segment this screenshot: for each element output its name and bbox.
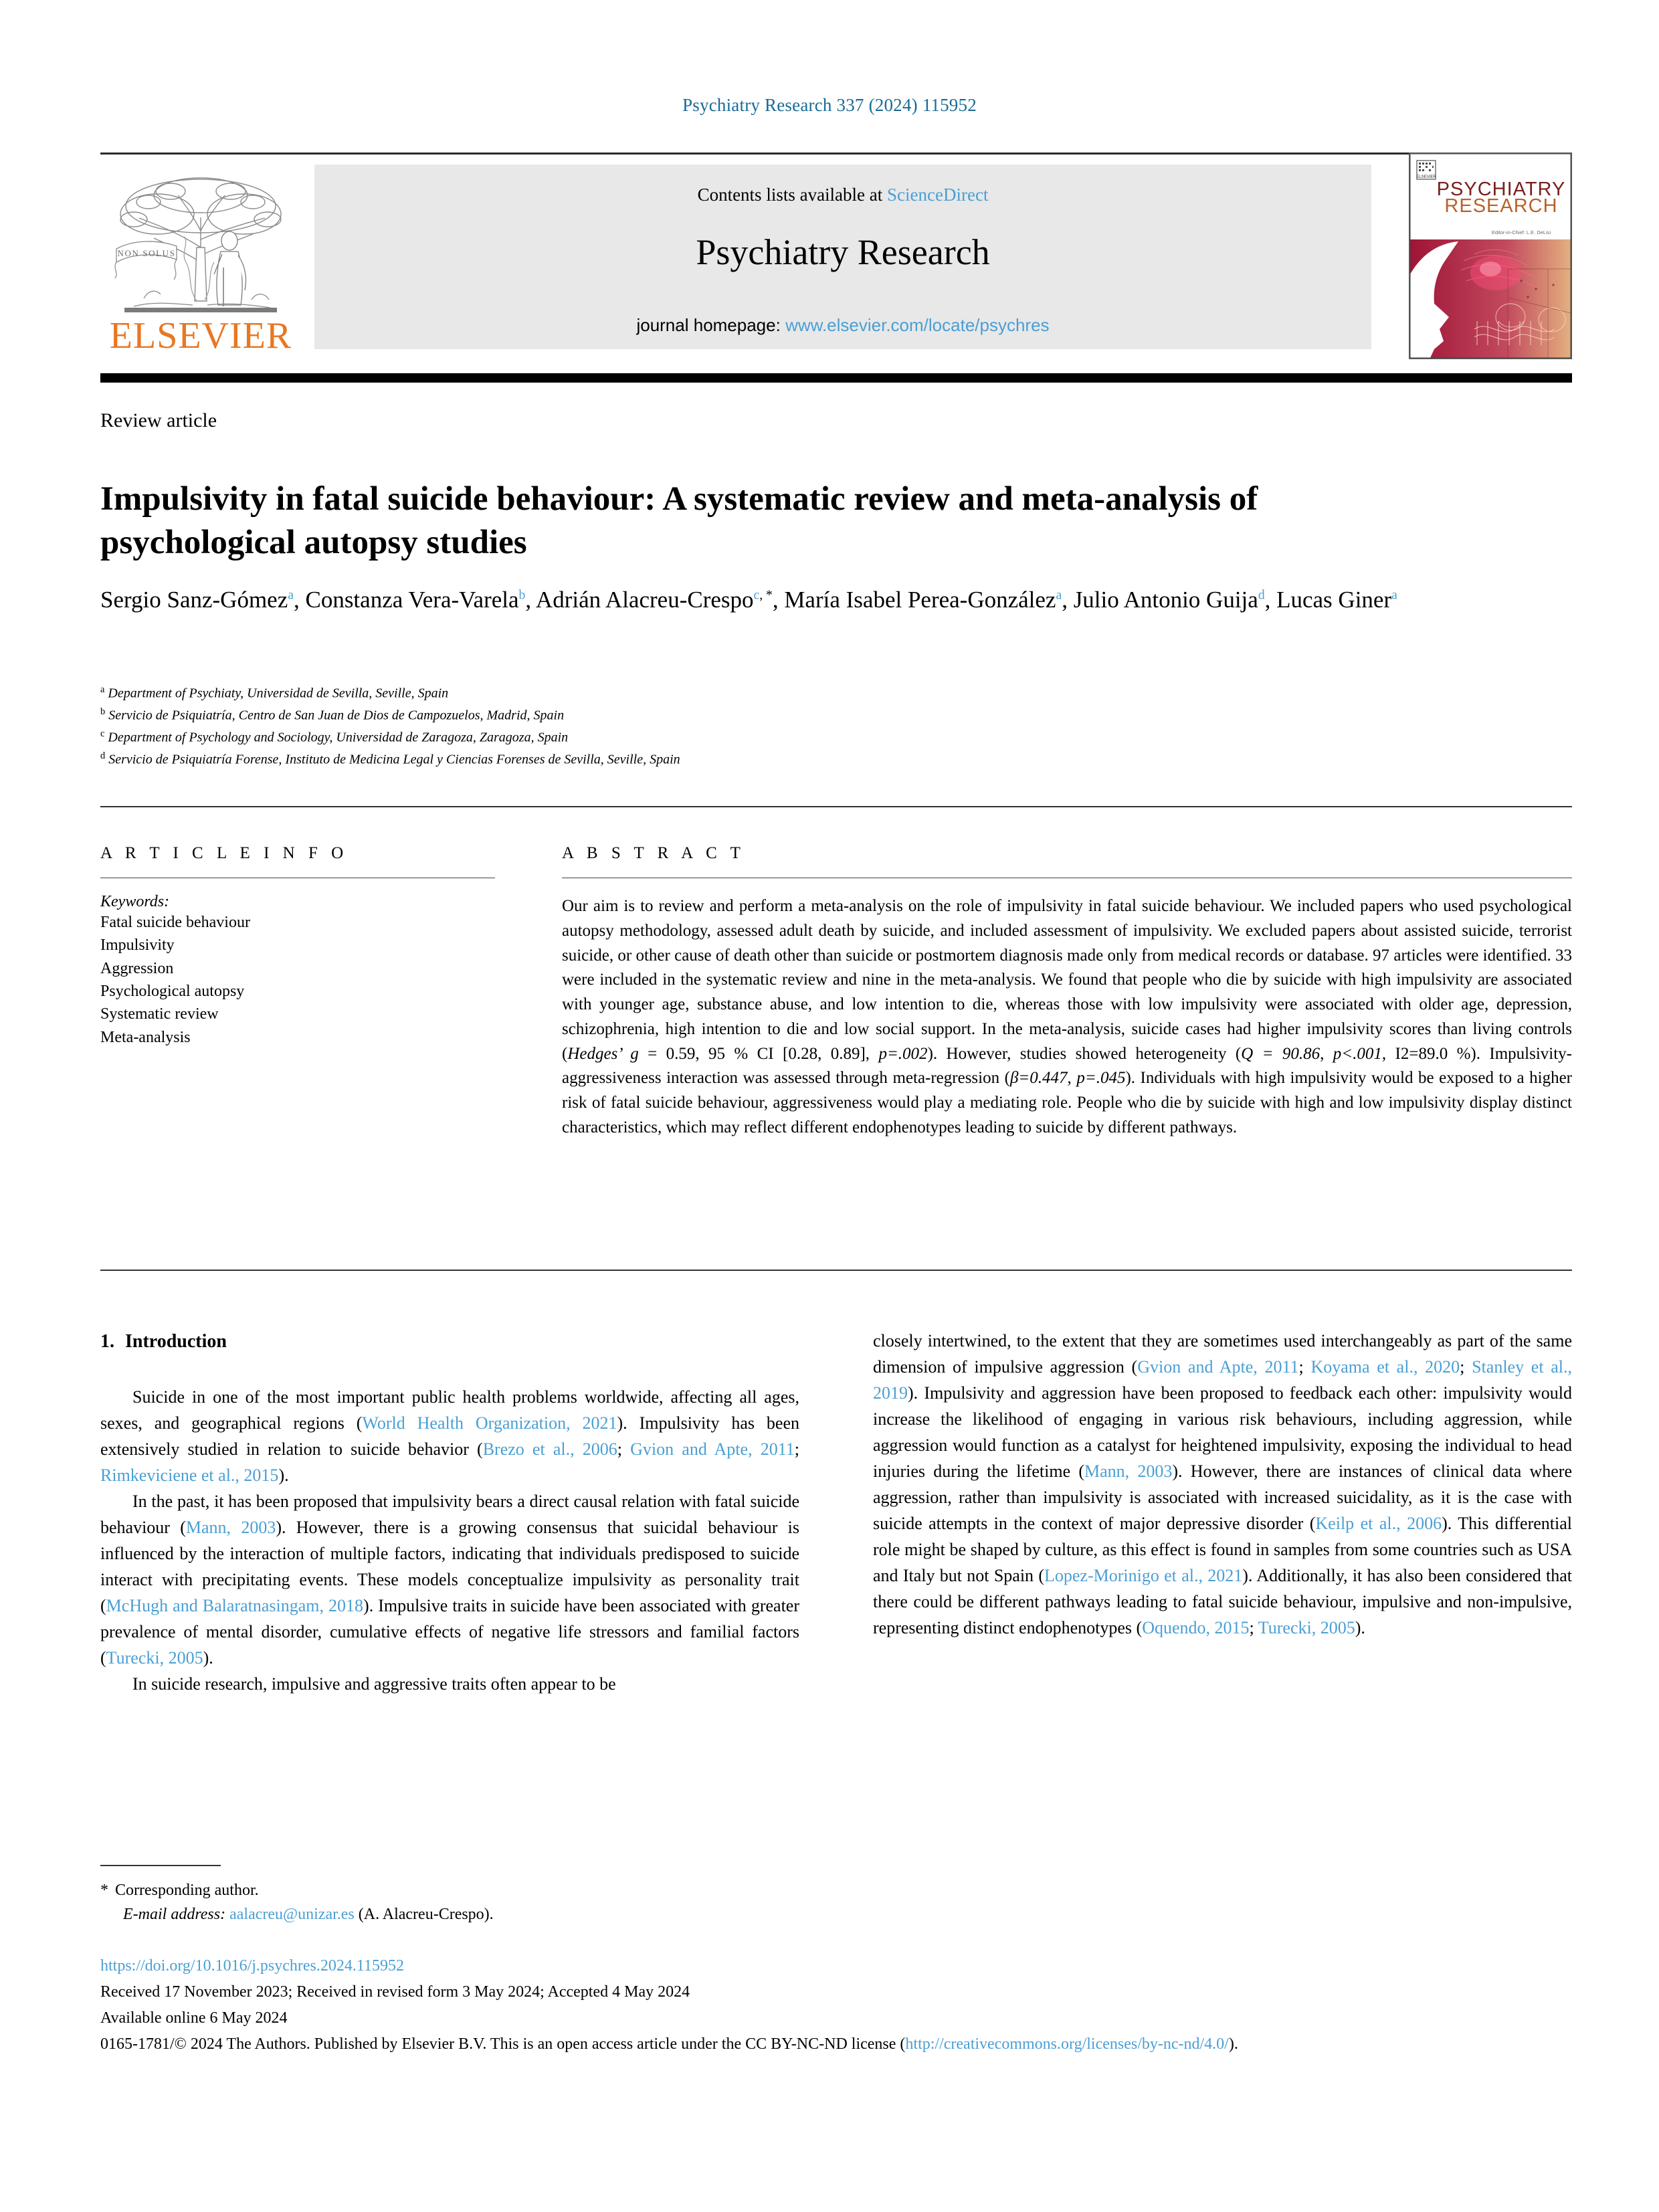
stat-term: β=0.447 bbox=[1009, 1069, 1068, 1088]
keyword-item: Aggression bbox=[100, 959, 174, 977]
corresponding-author-footnote bbox=[100, 1878, 836, 1927]
svg-text:RESEARCH: RESEARCH bbox=[1444, 195, 1558, 217]
affiliation-mark: d bbox=[100, 750, 106, 762]
copyright-line bbox=[100, 2031, 1572, 2057]
svg-text:ELSEVIER: ELSEVIER bbox=[1416, 175, 1436, 179]
affiliation-item: $^c$ Department of Psychology and Sociology, Universidad de Zaragoza, Zaragoza, Spain bbox=[100, 728, 569, 745]
journal-title: Psychiatry Research bbox=[696, 232, 990, 272]
author-list: Sergio Sanz-Gómez$^a$, Constanza Vera-Varela$^b$, Adrián Alacreu-Crespo$^{c, *}$, María Isabel Perea-González$^a$, Julio Antonio Guija$^d$, Lucas Giner$^a$ bbox=[100, 587, 1397, 613]
body-paragraph: In the past, it has been proposed that impulsivity bears a direct causal relation with fatal suicide behaviour (Mann, 2003). However, there is a growing consensus that suicidal behaviour is influenced by the interaction of multiple factors, indicating that individuals predisposed to suicide interact with precipitating events. These models conceptualize impulsivity as personality trait (McHugh and Balaratnasingam, 2018). Impulsive traits in suicide have been associated with greater prevalence of mental disorder, cumulative effects of negative life stressors and familial factors (Turecki, 2005). bbox=[100, 1492, 799, 1668]
stat-term: p<.001 bbox=[1333, 1044, 1382, 1063]
doi-link[interactable]: https://doi.org/10.1016/j.psychres.2024.115952 bbox=[100, 1957, 404, 1975]
stat-term: Q = 90.86 bbox=[1241, 1044, 1321, 1063]
author-affiliation-mark: a bbox=[288, 588, 294, 603]
citation-link[interactable]: Turecki, 2005 bbox=[106, 1648, 203, 1668]
citation-link[interactable]: Gvion and Apte, 2011 bbox=[1137, 1357, 1299, 1377]
author-name: Constanza Vera-Varela bbox=[305, 587, 519, 613]
masthead-top-rule bbox=[100, 153, 1572, 155]
author-affiliation-mark: a bbox=[1391, 588, 1397, 603]
author-name: Adrián Alacreu-Crespo bbox=[535, 587, 754, 613]
author-affiliation-mark: c bbox=[753, 588, 760, 603]
asterisk-icon: * bbox=[100, 1882, 108, 1899]
author-affiliation-mark: a bbox=[1056, 588, 1062, 603]
received-dates: Received 17 November 2023; Received in revised form 3 May 2024; Accepted 4 May 2024 bbox=[100, 1983, 690, 2001]
citation-link[interactable]: Keilp et al., 2006 bbox=[1315, 1514, 1442, 1533]
affiliation-mark: c bbox=[100, 728, 105, 740]
footnote-rule bbox=[100, 1865, 221, 1866]
copyright-prefix: 0165-1781/© 2024 The Authors. Published by Elsevier B.V. This is an open access article under the CC BY-NC-ND license ( bbox=[100, 2035, 906, 2053]
author-affiliation-mark: b bbox=[518, 588, 526, 603]
info-bottom-rule bbox=[100, 1270, 1572, 1271]
keyword-item: Meta-analysis bbox=[100, 1028, 191, 1046]
journal-cover-thumbnail bbox=[1409, 153, 1572, 359]
citation-link[interactable]: Stanley et al., 2019 bbox=[873, 1357, 1573, 1403]
stat-term: p=.045 bbox=[1076, 1069, 1126, 1088]
running-head: Psychiatry Research 337 (2024) 115952 bbox=[682, 95, 977, 115]
info-top-rule bbox=[100, 806, 1572, 807]
sciencedirect-link[interactable]: ScienceDirect bbox=[887, 185, 989, 205]
author-name: Lucas Giner bbox=[1276, 587, 1392, 613]
article-info-section bbox=[100, 844, 515, 1049]
citation-link[interactable]: Turecki, 2005 bbox=[1258, 1618, 1355, 1637]
keywords-label: Keywords: bbox=[100, 893, 170, 910]
section-label: Introduction bbox=[125, 1331, 227, 1352]
journal-masthead bbox=[100, 153, 1572, 360]
keyword-item: Impulsivity bbox=[100, 936, 175, 954]
keyword-item: Fatal suicide behaviour bbox=[100, 914, 250, 931]
article-type-label: Review article bbox=[100, 409, 217, 431]
citation-link[interactable]: McHugh and Balaratnasingam, 2018 bbox=[106, 1596, 364, 1615]
body-paragraph: Suicide in one of the most important public health problems worldwide, affecting all ages, sexes, and geographical regions (World Health Organization, 2021). Impulsivity has been extensively studied in relation to suicide behavior (Brezo et al., 2006; Gvion and Apte, 2011; Rimkeviciene et al., 2015). bbox=[100, 1387, 799, 1485]
article-info-heading: A R T I C L E I N F O bbox=[100, 844, 349, 862]
section-title-introduction bbox=[100, 1328, 799, 1356]
journal-homepage-line bbox=[314, 315, 1371, 336]
introduction-left-text bbox=[100, 1384, 799, 1697]
citation-link[interactable]: Brezo et al., 2006 bbox=[482, 1439, 617, 1459]
keyword-item: Psychological autopsy bbox=[100, 982, 245, 1000]
email-link[interactable]: aalacreu@unizar.es bbox=[229, 1906, 355, 1924]
doi-row bbox=[100, 1953, 1572, 1979]
author-name: Julio Antonio Guija bbox=[1073, 587, 1258, 613]
email-line bbox=[100, 1902, 836, 1926]
author-affiliation-mark: d bbox=[1258, 588, 1265, 603]
abstract-section bbox=[562, 844, 1572, 1140]
author-name: Sergio Sanz-Gómez bbox=[100, 587, 288, 613]
journal-info-box bbox=[314, 165, 1371, 349]
svg-text:PSYCHIATRY: PSYCHIATRY bbox=[1436, 179, 1566, 200]
body-paragraph: closely intertwined, to the extent that they are sometimes used interchangeably as part of the same dimension of impulsive aggression (Gvion and Apte, 2011; Koyama et al., 2020; Stanley et al., 2019). Impulsivity and aggression have been proposed to feedback each other: impulsivity would increase the likelihood of engaging in various risk behaviours, including aggression, while aggression would function as a catalyst for heightened impulsivity, exposing the individual to head injuries during the lifetime (Mann, 2003). However, there are instances of clinical data where aggression, rather than impulsivity is associated with increased suicidality, as it is the case with suicide attempts in the context of major depressive disorder (Keilp et al., 2006). This differential role might be shaped by culture, as this effect is found in samples from some countries such as USA and Italy but not Spain (Lopez-Morinigo et al., 2021). Additionally, it has also been considered that there could be different pathways leading to fatal suicide behaviour, impulsive and non-impulsive, representing distinct endophenotypes (Oquendo, 2015; Turecki, 2005). bbox=[873, 1331, 1573, 1637]
email-label: E-mail address: bbox=[123, 1906, 226, 1924]
citation-link[interactable]: Lopez-Morinigo et al., 2021 bbox=[1044, 1566, 1243, 1585]
masthead-bottom-rule bbox=[100, 373, 1572, 383]
affiliation-item: $^d$ Servicio de Psiquiatría Forense, Instituto de Medicina Legal y Ciencias Forenses de Sevilla, Seville, Spain bbox=[100, 750, 680, 767]
citation-link[interactable]: Rimkeviciene et al., 2015 bbox=[100, 1466, 279, 1485]
author-corresponding-mark: , * bbox=[759, 588, 773, 603]
elsevier-logo bbox=[107, 167, 294, 355]
affiliation-mark: a bbox=[100, 684, 105, 695]
body-column-right bbox=[873, 1328, 1572, 1641]
affiliation-mark: b bbox=[100, 706, 106, 718]
available-online-date: Available online 6 May 2024 bbox=[100, 2009, 288, 2027]
homepage-prefix: journal homepage: bbox=[636, 315, 786, 335]
affiliation-item: $^a$ Department of Psychiaty, Universidad de Sevilla, Seville, Spain bbox=[100, 684, 449, 701]
citation-link[interactable]: Oquendo, 2015 bbox=[1142, 1618, 1250, 1637]
citation-link[interactable]: World Health Organization, 2021 bbox=[362, 1413, 617, 1433]
contents-prefix: Contents lists available at bbox=[697, 185, 888, 205]
page-title: Impulsivity in fatal suicide behaviour: A systematic review and meta-analysis of psychological autopsy studies bbox=[100, 480, 1258, 562]
introduction-right-text bbox=[873, 1328, 1572, 1641]
body-column-left bbox=[100, 1328, 799, 1697]
abstract-heading: A B S T R A C T bbox=[562, 844, 745, 862]
license-link[interactable]: http://creativecommons.org/licenses/by-nc-nd/4.0/ bbox=[905, 2035, 1229, 2053]
citation-link[interactable]: Mann, 2003 bbox=[1084, 1462, 1173, 1481]
corresponding-author-line bbox=[100, 1878, 836, 1902]
copyright-suffix: ). bbox=[1228, 2035, 1238, 2053]
svg-text:Editor-in-Chief: L.E. DeLisi: Editor-in-Chief: L.E. DeLisi bbox=[1491, 229, 1551, 235]
abstract-text: Our aim is to review and perform a meta-analysis on the role of impulsivity in fatal suicide behaviour. We included papers who used psychological autopsy methodology, assessed adult death by suicide, and included assessment of impulsivity. We excluded papers about assisted suicide, terrorist suicide, or other cause of death other than suicide or postmortem diagnosis made only from medical records or database. 97 articles were identified. 33 were included in the systematic review and nine in the meta-analysis. We found that people who die by suicide with high impulsivity are associated with younger age, substance abuse, and low intention to die, whereas those with low impulsivity were associated with older age, depression, schizophrenia, high intention to die and low social support. In the meta-analysis, suicide cases had higher impulsivity scores than living controls (Hedges’ g = 0.59, 95 % CI [0.28, 0.89], p=.002). However, studies showed heterogeneity (Q = 90.86, p<.001, I2=89.0 %). Impulsivity-aggressiveness interaction was assessed through meta-regression (β=0.447, p=.045). Individuals with high impulsivity would be exposed to a higher risk of fatal suicide behaviour, aggressiveness would play a mediating role. People who die by suicide with high and low impulsivity display distinct characteristics, which may reflect different endophenotypes leading to suicide by different pathways. bbox=[562, 897, 1572, 1136]
svg-text:NON SOLUS: NON SOLUS bbox=[117, 248, 176, 258]
stat-term: Hedges’ g bbox=[567, 1044, 639, 1063]
author-name: María Isabel Perea-González bbox=[784, 587, 1056, 613]
affiliation-item: $^b$ Servicio de Psiquiatría, Centro de San Juan de Dios de Campozuelos, Madrid, Spain bbox=[100, 706, 565, 723]
keywords-list bbox=[100, 911, 515, 1049]
email-owner: (A. Alacreu-Crespo). bbox=[358, 1906, 494, 1924]
contents-available-line bbox=[314, 185, 1371, 205]
journal-homepage-link[interactable]: www.elsevier.com/locate/psychres bbox=[785, 315, 1050, 335]
stat-term: p=.002 bbox=[878, 1044, 928, 1063]
publication-meta bbox=[100, 1953, 1572, 2057]
svg-text:ELSEVIER: ELSEVIER bbox=[109, 315, 292, 355]
affiliation-list bbox=[100, 682, 1371, 771]
citation-link[interactable]: Mann, 2003 bbox=[185, 1518, 276, 1537]
body-paragraph: In suicide research, impulsive and aggressive traits often appear to be bbox=[132, 1674, 616, 1694]
citation-link[interactable]: Koyama et al., 2020 bbox=[1310, 1357, 1460, 1377]
keyword-item: Systematic review bbox=[100, 1005, 219, 1023]
corresponding-author-text: Corresponding author. bbox=[115, 1882, 259, 1899]
section-number: 1. bbox=[100, 1331, 114, 1352]
citation-link[interactable]: Gvion and Apte, 2011 bbox=[630, 1439, 795, 1459]
